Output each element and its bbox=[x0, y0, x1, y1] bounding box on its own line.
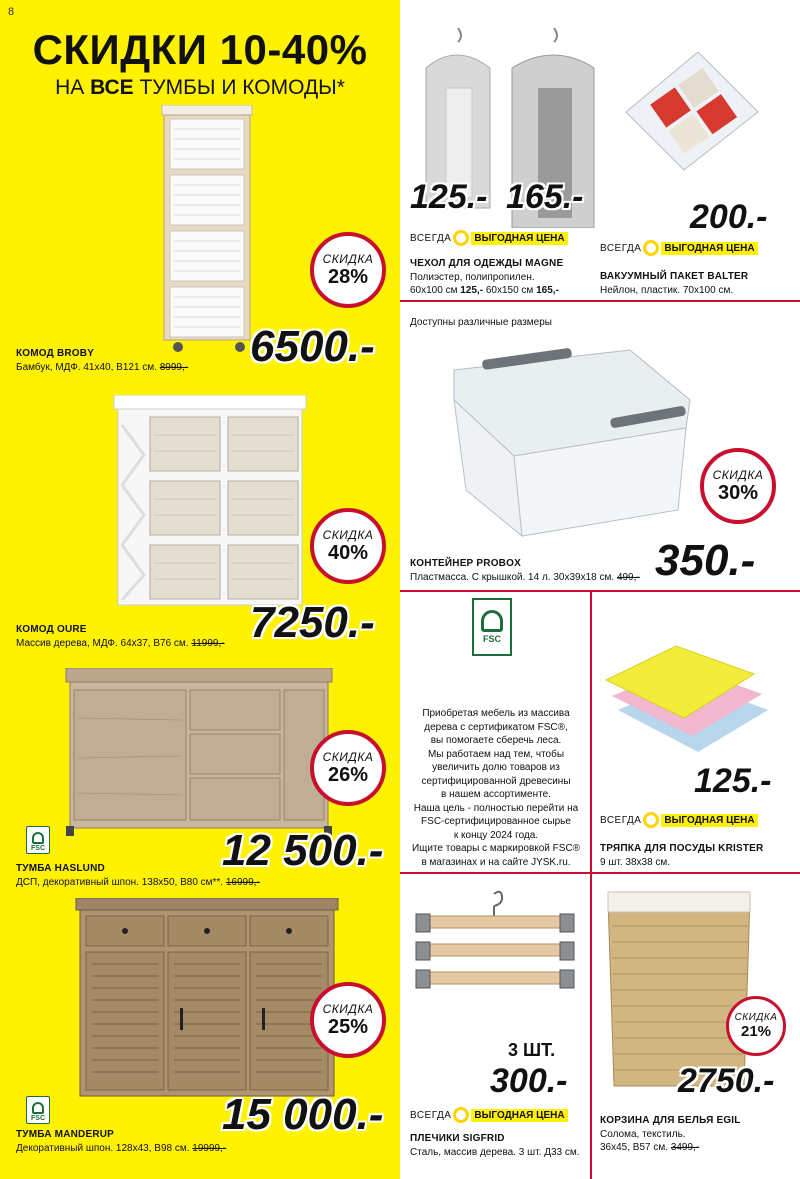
product-price: 300.- bbox=[490, 1062, 568, 1100]
product-title[interactable]: КОНТЕЙНЕР PROBOX bbox=[410, 558, 521, 569]
product-title[interactable]: КОРЗИНА ДЛЯ БЕЛЬЯ EGIL bbox=[600, 1115, 741, 1126]
product-title[interactable]: ТУМБА HASLUND bbox=[16, 863, 105, 874]
size-note: Доступны различные размеры bbox=[410, 317, 552, 328]
product-price: 15 000.- bbox=[222, 1090, 384, 1139]
product-desc: Сталь, массив дерева. 3 шт. Д33 см. bbox=[410, 1147, 580, 1158]
oure-image[interactable] bbox=[110, 395, 310, 610]
discount-badge: СКИДКА 28% bbox=[310, 232, 386, 308]
divider bbox=[400, 872, 800, 874]
divider bbox=[400, 300, 800, 302]
product-desc: Бамбук, МДФ. 41х40, В121 см. 8999,- bbox=[16, 362, 189, 373]
product-title[interactable]: КОМОД BROBY bbox=[16, 348, 95, 359]
fsc-logo: FSC bbox=[26, 1096, 50, 1124]
value-ring-icon bbox=[453, 1107, 469, 1123]
broby-image[interactable] bbox=[150, 105, 265, 355]
product-title[interactable]: ВАКУУМНЫЙ ПАКЕТ BALTER bbox=[600, 271, 749, 282]
fsc-info-text: Приобретая мебель из массива дерева с сертификатом FSC®, вы помогаете сберечь леса. Мы работаем над тем, чтобы увеличить долю товаров из сертифицированной древесины в нашем ассортименте. Наша цель - полностью перейти на FSC-сертифицированное сырье к концу 2024 года. Ищите товары с маркировкой FSC® в магазинах и на сайте JYSK.ru. bbox=[411, 708, 581, 868]
product-desc: Нейлон, пластик. 70х100 см. bbox=[600, 285, 734, 296]
egil-image[interactable] bbox=[604, 886, 754, 1091]
product-desc: Полиэстер, полипропилен. bbox=[410, 272, 535, 283]
product-price: 12 500.- bbox=[222, 826, 384, 875]
probox-image[interactable] bbox=[440, 340, 700, 540]
product-price: 7250.- bbox=[250, 598, 375, 647]
discount-badge: СКИДКА 30% bbox=[700, 448, 776, 524]
discount-badge: СКИДКА 21% bbox=[726, 996, 786, 1056]
promo-headline: СКИДКИ 10-40% bbox=[32, 26, 368, 73]
product-desc: Солома, текстиль. bbox=[600, 1129, 686, 1140]
product-price: 125.- bbox=[410, 178, 488, 216]
product-price: 165.- bbox=[506, 178, 584, 216]
product-desc: 36х45, В57 см. 3499,- bbox=[600, 1142, 700, 1153]
product-price: 6500.- bbox=[250, 322, 375, 371]
value-ring-icon bbox=[643, 812, 659, 828]
product-title[interactable]: ТРЯПКА ДЛЯ ПОСУДЫ KRISTER bbox=[600, 843, 764, 854]
product-desc: Декоративный шпон. 128х43, В98 см. 19999,- bbox=[16, 1143, 227, 1154]
product-price: 125.- bbox=[694, 762, 772, 800]
product-desc: 9 шт. 38х38 см. bbox=[600, 857, 671, 868]
product-desc: ДСП, декоративный шпон. 138х50, В80 см**. 16999,- bbox=[16, 877, 260, 888]
sigfrid-image[interactable] bbox=[410, 886, 580, 1016]
value-price-tag: ВСЕГДА ВЫГОДНАЯ ЦЕНА bbox=[410, 1107, 568, 1123]
product-desc: 60х100 см 125,- 60х150 см 165,- bbox=[410, 285, 559, 296]
divider bbox=[400, 590, 800, 592]
fsc-logo: FSC bbox=[472, 598, 512, 656]
product-title[interactable]: КОМОД OURE bbox=[16, 624, 87, 635]
product-desc: Массив дерева, МДФ. 64х37, В76 см. 11999,- bbox=[16, 638, 225, 649]
product-price: 200.- bbox=[690, 198, 768, 236]
promo-subheadline: НА ВСЕ ТУМБЫ И КОМОДЫ* bbox=[55, 76, 345, 99]
product-title[interactable]: ЧЕХОЛ ДЛЯ ОДЕЖДЫ MAGNE bbox=[410, 258, 564, 269]
value-price-tag: ВСЕГДА ВЫГОДНАЯ ЦЕНА bbox=[410, 230, 568, 246]
value-ring-icon bbox=[453, 230, 469, 246]
value-ring-icon bbox=[643, 240, 659, 256]
product-title[interactable]: ТУМБА MANDERUP bbox=[16, 1129, 115, 1140]
product-title[interactable]: ПЛЕЧИКИ SIGFRID bbox=[410, 1133, 505, 1144]
krister-image[interactable] bbox=[598, 640, 778, 770]
product-desc: Пластмасса. С крышкой. 14 л. 30х39х18 см. 499,- bbox=[410, 572, 640, 583]
quantity-label: 3 ШТ. bbox=[508, 1040, 556, 1060]
product-price: 2750.- bbox=[678, 1062, 775, 1100]
product-price: 350.- bbox=[655, 536, 756, 585]
balter-image[interactable] bbox=[612, 52, 762, 172]
discount-badge: СКИДКА 26% bbox=[310, 730, 386, 806]
divider bbox=[590, 590, 592, 1179]
value-price-tag: ВСЕГДА ВЫГОДНАЯ ЦЕНА bbox=[600, 812, 758, 828]
discount-badge: СКИДКА 40% bbox=[310, 508, 386, 584]
tree-icon bbox=[481, 610, 503, 632]
haslund-image[interactable] bbox=[64, 668, 334, 838]
fsc-logo: FSC bbox=[26, 826, 50, 854]
manderup-image[interactable] bbox=[74, 898, 340, 1098]
value-price-tag: ВСЕГДА ВЫГОДНАЯ ЦЕНА bbox=[600, 240, 758, 256]
discount-badge: СКИДКА 25% bbox=[310, 982, 386, 1058]
page-number: 8 bbox=[8, 6, 15, 18]
